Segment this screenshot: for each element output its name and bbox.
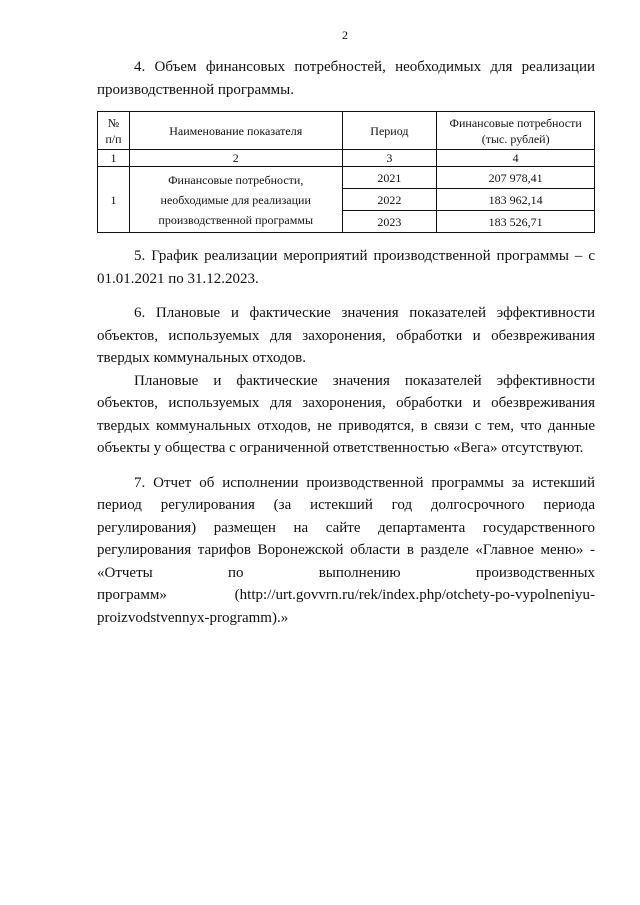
section-5-line: 01.01.2021 по 31.12.2023. xyxy=(97,270,259,287)
table-row xyxy=(98,167,595,189)
section-6-line: объектов, используемых для захоронения, обработки и обезвреживания xyxy=(97,327,595,344)
header-name: Наименование показателя xyxy=(129,112,342,150)
financial-needs-table xyxy=(97,111,595,233)
row-period: 2021 xyxy=(342,167,437,189)
section-7-line: регулирования тарифов Воронежской области в разделе «Главное меню» - xyxy=(97,542,595,558)
section-6-note-line: объекты у общества с ограниченной ответственностью «Вега» отсутствуют. xyxy=(97,440,584,456)
row-period: 2022 xyxy=(342,189,437,211)
table-header-row xyxy=(98,112,595,150)
section-7-line: период регулирования (за истекший год долгосрочного периода xyxy=(97,497,595,513)
section-5-line: 5. График реализации мероприятий производственной программы – с xyxy=(134,248,595,264)
section-6-note-line: Плановые и фактические значения показателей эффективности xyxy=(134,372,595,389)
header-finance: Финансовые потребности (тыс. рублей) xyxy=(437,112,595,150)
section-7 xyxy=(97,472,595,630)
section-6 xyxy=(97,302,595,370)
row-value: 183 526,71 xyxy=(437,211,595,233)
section-4-heading xyxy=(97,56,595,101)
column-number: 3 xyxy=(342,150,437,167)
section-4-line: 4. Объем финансовых потребностей, необходимых для реализации xyxy=(134,59,595,75)
section-7-line: 7. Отчет об исполнении производственной программы за истекший xyxy=(134,474,595,491)
row-indicator-name: Финансовые потребности, необходимые для реализации производственной программы xyxy=(129,167,342,233)
section-6-line: твердых коммунальных отходов. xyxy=(97,350,307,366)
header-num: № п/п xyxy=(98,112,130,150)
row-value: 207 978,41 xyxy=(437,167,595,189)
section-7-line: программ» (http://urt.govvrn.ru/rek/index.php/otchety-po-vypolneniyu- xyxy=(97,587,595,603)
header-period: Период xyxy=(342,112,437,150)
table-column-numbers-row xyxy=(98,150,595,167)
section-4-line: производственной программы. xyxy=(97,81,295,98)
section-7-line: «Отчеты по выполнению производственных xyxy=(97,564,595,581)
column-number: 1 xyxy=(98,150,130,167)
column-number: 2 xyxy=(129,150,342,167)
section-6-line: 6. Плановые и фактические значения показателей эффективности xyxy=(134,305,595,321)
section-7-line: proizvodstvennyx-programm).» xyxy=(97,609,289,626)
section-6-note-line: твердых коммунальных отходов, не приводятся, в связи с тем, что данные xyxy=(97,417,595,434)
row-value: 183 962,14 xyxy=(437,189,595,211)
row-num: 1 xyxy=(98,167,130,233)
section-6-note-line: объектов, используемых для захоронения, обработки и обезвреживания xyxy=(97,395,595,411)
column-number: 4 xyxy=(437,150,595,167)
section-5 xyxy=(97,245,595,290)
section-7-line: регулирования) размещен на сайте департамента государственного xyxy=(97,519,595,536)
row-period: 2023 xyxy=(342,211,437,233)
section-6-note xyxy=(97,370,595,460)
document-body xyxy=(97,56,595,629)
page-number: 2 xyxy=(342,28,348,42)
